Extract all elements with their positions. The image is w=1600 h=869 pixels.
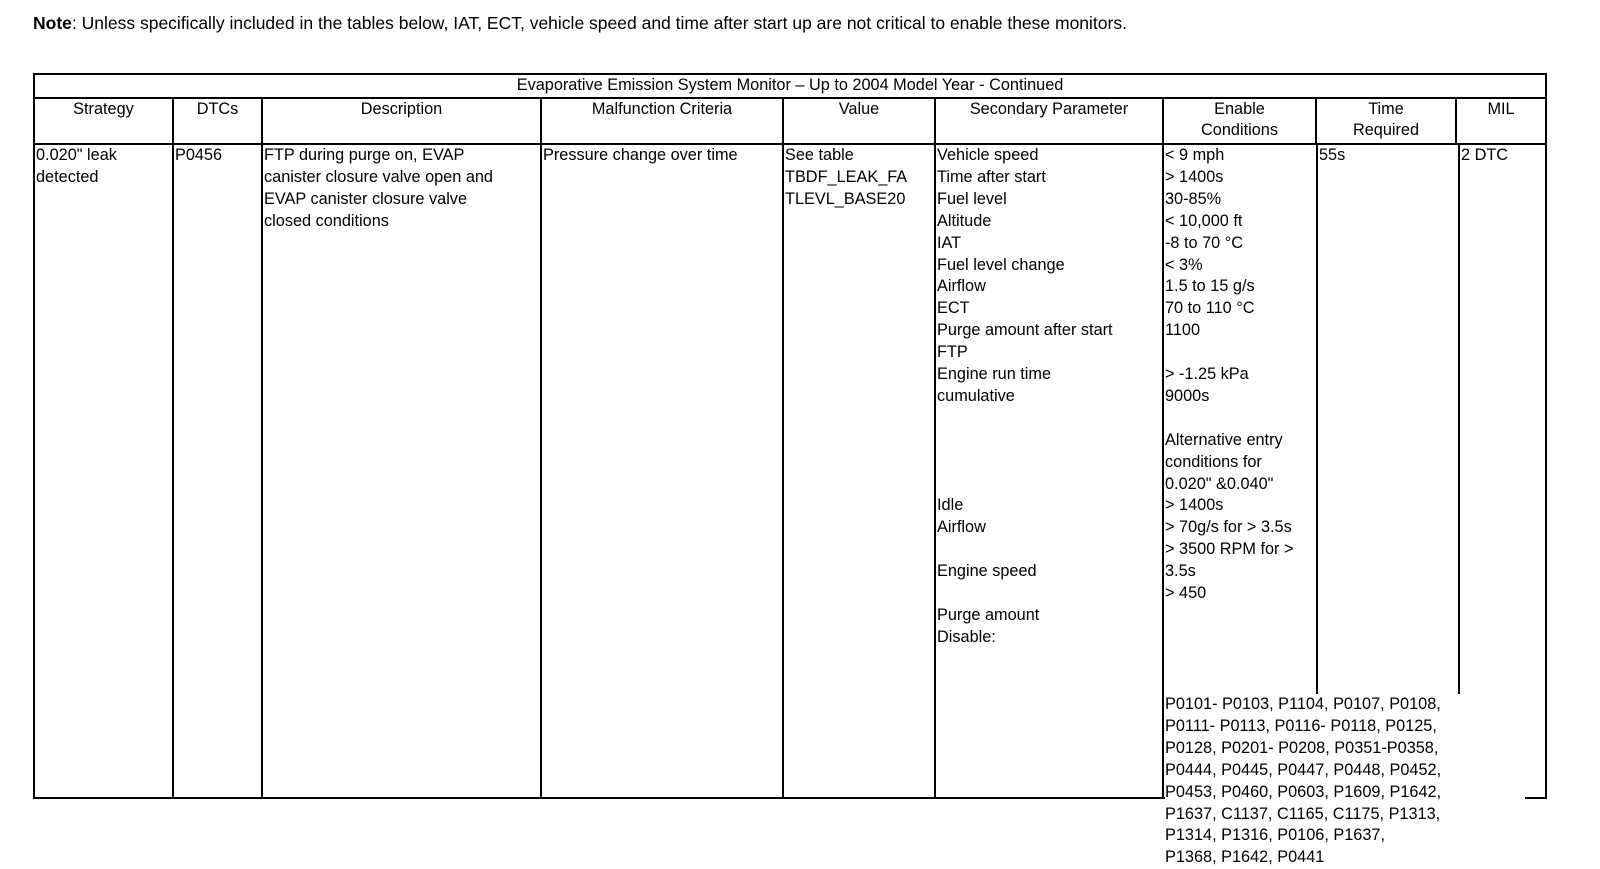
note (33, 12, 1127, 34)
header-mil: MIL (1456, 98, 1546, 144)
enable-condition (1165, 342, 1315, 364)
disable-dtc-line: P1368, P1642, P0441 (1165, 848, 1325, 867)
enable-condition: 1100 (1165, 321, 1201, 340)
disable-dtc-line: P0128, P0201- P0208, P0351-P0358, (1165, 738, 1439, 757)
enable-condition: > 1400s (1165, 496, 1224, 515)
dtc-code: P0456 (175, 146, 223, 164)
table-title: Evaporative Emission System Monitor – Up to 2004 Model Year - Continued (34, 74, 1546, 98)
header-strategy: Strategy (34, 98, 173, 144)
secondary-param: Fuel level (937, 189, 1007, 208)
secondary-param: cumulative (937, 386, 1015, 405)
disable-dtc-line: P0101- P0103, P1104, P0107, P0108, (1165, 695, 1441, 713)
note-label: Note (33, 13, 72, 33)
evap-monitor-table (33, 73, 1547, 867)
description-line: canister closure valve open and (264, 167, 493, 186)
mil-value: 2 DTC (1461, 146, 1509, 164)
disable-dtc-line: P0453, P0460, P0603, P1609, P1642, (1165, 782, 1442, 801)
enable-condition: > 1400s (1165, 167, 1224, 186)
secondary-param (937, 408, 1161, 430)
enable-condition: Alternative entry (1165, 430, 1283, 449)
header-value: Value (783, 98, 935, 144)
note-text: : Unless specifically included in the tables below, IAT, ECT, vehicle speed and time after start up are not critical to enable these monitors. (71, 13, 1127, 33)
enable-condition: < 3% (1165, 255, 1203, 274)
cell-description (262, 144, 541, 798)
header-time-required: Time Required (1316, 98, 1456, 144)
disable-dtc-line: P0111- P0113, P0116- P0118, P0125, (1165, 716, 1437, 735)
secondary-param (937, 430, 1161, 452)
header-secondary-parameter: Secondary Parameter (935, 98, 1163, 144)
enable-condition: > 450 (1165, 584, 1207, 603)
enable-condition: > -1.25 kPa (1165, 365, 1249, 384)
description-line: closed conditions (264, 211, 389, 230)
enable-condition: > 3500 RPM for > (1165, 540, 1294, 559)
cell-enable-time-mil (1163, 144, 1546, 867)
cell-value (783, 144, 935, 798)
disable-dtc-line: P0444, P0445, P0447, P0448, P0452, (1165, 760, 1442, 779)
secondary-param: Engine run time (937, 365, 1052, 384)
enable-condition: 70 to 110 °C (1165, 299, 1255, 318)
secondary-param (937, 474, 1161, 496)
value-line: TLEVL_BASE20 (785, 189, 906, 208)
strategy-line: 0.020" leak (36, 146, 117, 164)
header-enable-conditions: Enable Conditions (1163, 98, 1316, 144)
time-required-value: 55s (1319, 146, 1346, 164)
secondary-param: IAT (937, 233, 962, 252)
cell-malfunction-criteria (541, 144, 783, 798)
secondary-param: FTP (937, 343, 968, 362)
secondary-param: Engine speed (937, 562, 1037, 581)
enable-condition: > 70g/s for > 3.5s (1165, 518, 1292, 537)
secondary-param: Time after start (937, 167, 1046, 186)
value-line: See table (785, 146, 854, 164)
header-malfunction-criteria: Malfunction Criteria (541, 98, 783, 144)
secondary-param: Altitude (937, 211, 992, 230)
enable-condition: 1.5 to 15 g/s (1165, 277, 1255, 296)
cell-dtcs (173, 144, 262, 798)
cell-secondary-parameter (935, 144, 1163, 798)
secondary-param: Airflow (937, 277, 986, 296)
secondary-param (937, 539, 1161, 561)
disable-dtc-line: P1637, C1137, C1165, C1175, P1313, (1165, 804, 1441, 823)
enable-condition (1165, 408, 1315, 430)
description-line: EVAP canister closure valve (264, 189, 468, 208)
secondary-param (937, 583, 1161, 605)
enable-condition: 9000s (1165, 386, 1210, 405)
enable-condition: < 9 mph (1165, 146, 1225, 164)
enable-condition: -8 to 70 °C (1165, 233, 1244, 252)
secondary-param (937, 452, 1161, 474)
disable-dtc-line: P1314, P1316, P0106, P1637, (1165, 826, 1385, 845)
description-line: FTP during purge on, EVAP (264, 146, 465, 164)
table-row (34, 144, 1546, 798)
enable-condition: 3.5s (1165, 562, 1196, 581)
secondary-param: ECT (937, 299, 970, 318)
secondary-param: Airflow (937, 518, 986, 537)
header-dtcs: DTCs (173, 98, 262, 144)
secondary-param: Fuel level change (937, 255, 1065, 274)
secondary-param: Vehicle speed (937, 146, 1039, 164)
cell-strategy (34, 144, 173, 798)
malfunction-criteria-text: Pressure change over time (543, 146, 738, 164)
secondary-param: Purge amount after start (937, 321, 1113, 340)
enable-condition: conditions for (1165, 452, 1262, 471)
value-line: TBDF_LEAK_FA (785, 167, 908, 186)
secondary-param: Disable: (937, 627, 996, 646)
disable-dtc-list (1165, 694, 1525, 869)
strategy-line: detected (36, 167, 99, 186)
header-description: Description (262, 98, 541, 144)
secondary-param: Idle (937, 496, 964, 515)
enable-condition: 0.020" &0.040" (1165, 474, 1274, 493)
enable-condition: < 10,000 ft (1165, 211, 1243, 230)
secondary-param: Purge amount (937, 605, 1040, 624)
enable-condition: 30-85% (1165, 189, 1222, 208)
